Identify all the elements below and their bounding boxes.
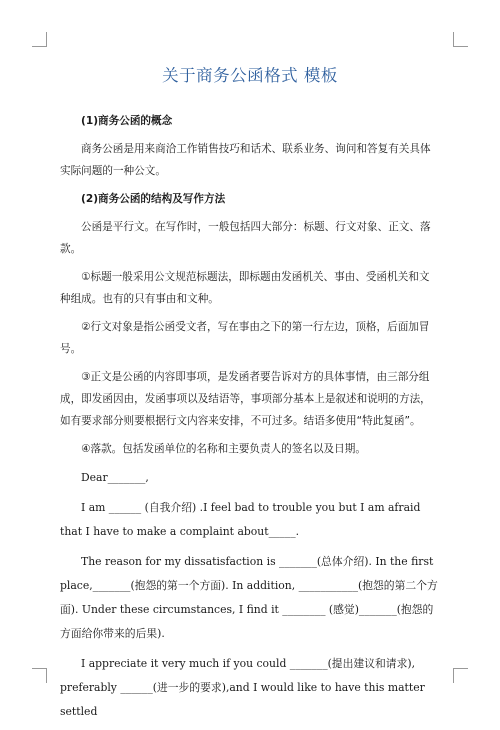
crop-mark-bottom-right (453, 668, 468, 683)
document-title: 关于商务公函格式 模板 (162, 66, 338, 85)
section-1-body: 商务公函是用来商洽工作销售技巧和话术、联系业务、询问和答复有关具体实际问题的一种公文。 (60, 143, 431, 177)
section-2-paragraph-5: ④落款。包括发函单位的名称和主要负责人的签名以及日期。 (81, 443, 366, 455)
section-2-paragraph-1: 公函是平行文。在写作时，一般包括四大部分：标题、行文对象、正文、落款。 (60, 221, 431, 255)
letter-paragraph-2: The reason for my dissatisfaction is _______(总体介绍). In the first place,_______(抱怨的第一个方面). In addition, ___________(抱怨的第二个方面). Under these circumstances, I find it ________ (感觉)_______(抱怨的方面给你带来的后果). (60, 555, 438, 640)
section-2-paragraph-2: ①标题一般采用公文规范标题法，即标题由发函机关、事由、受函机关和文种组成。也有的只有事由和文种。 (60, 271, 430, 305)
letter-paragraph-3: I appreciate it very much if you could _______(提出建议和请求), preferably ______(进一步的要求),and I would like to have this matter settled (60, 657, 425, 718)
document-body (60, 110, 440, 730)
section-2-heading: (2)商务公函的结构及写作方法 (81, 193, 226, 205)
section-2-paragraph-3: ②行文对象是指公函受文者，写在事由之下的第一行左边，顶格，后面加冒号。 (60, 321, 430, 355)
section-1-heading: (1)商务公函的概念 (81, 115, 173, 127)
crop-mark-bottom-left (32, 668, 47, 683)
crop-mark-top-left (32, 32, 47, 47)
crop-mark-top-right (453, 32, 468, 47)
section-2-paragraph-4: ③正文是公函的内容即事项，是发函者要告诉对方的具体事情，由三部分组成，即发函因由，发函事项以及结语等，事项部分基本上是叙述和说明的方法，如有要求部分则要根据行文内容来安排，不可过多。结语多使用“特此复函”。 (60, 371, 431, 427)
letter-salutation: Dear_______, (81, 471, 149, 484)
letter-paragraph-1: I am ______ (自我介绍) .I feel bad to trouble you but I am afraid that I have to make a complaint about_____. (60, 501, 421, 538)
